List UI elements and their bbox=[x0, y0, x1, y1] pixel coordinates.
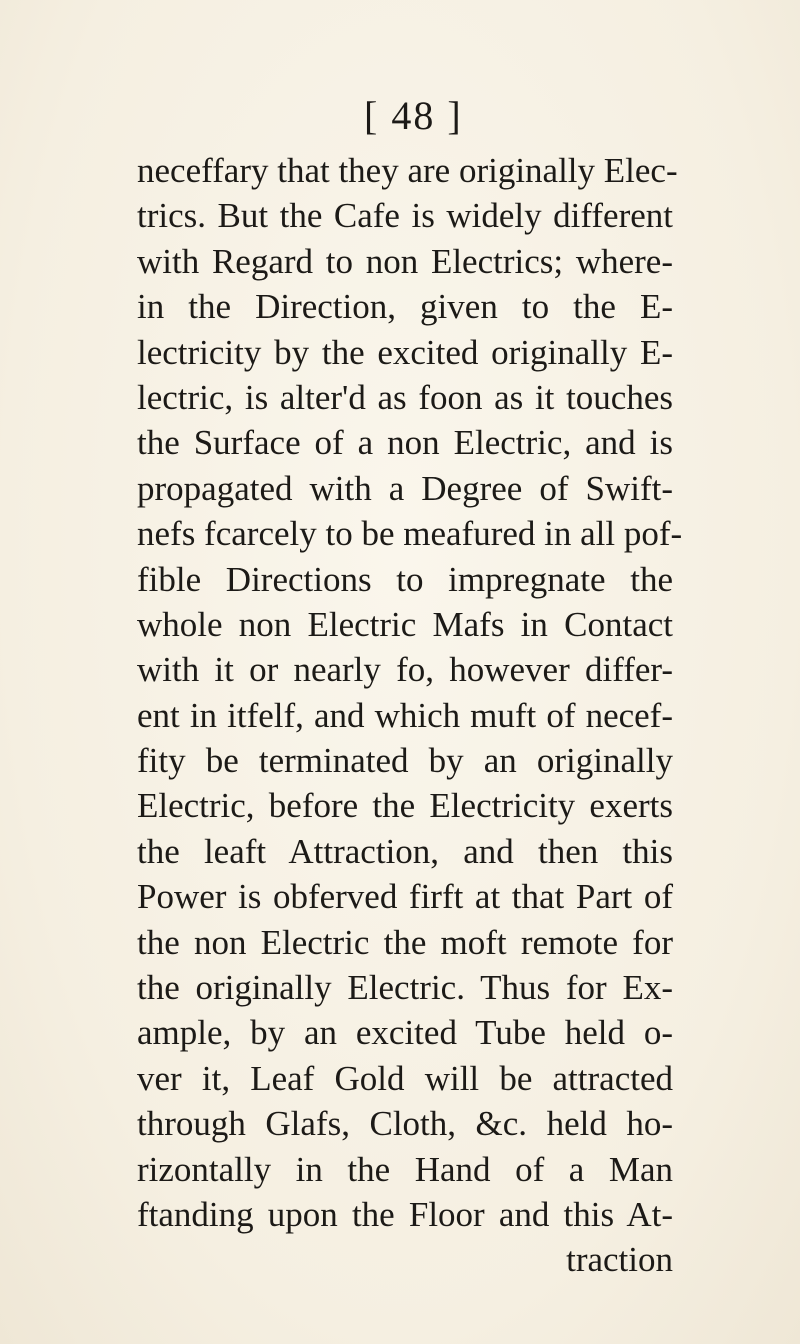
text-line: the originally Electric. Thus for Ex- bbox=[137, 968, 673, 1008]
text-line: ftanding upon the Floor and this At- bbox=[137, 1194, 673, 1234]
text-line: the Surface of a non Electric, and is bbox=[137, 423, 673, 463]
text-line: in the Direction, given to the E- bbox=[137, 287, 673, 327]
body-text bbox=[137, 148, 683, 1283]
text-line: Electric, before the Electricity exerts bbox=[137, 786, 673, 826]
text-line: lectricity by the excited originally E- bbox=[137, 332, 673, 372]
text-line: propagated with a Degree of Swift- bbox=[137, 468, 673, 508]
text-line: through Glafs, Cloth, &c. held ho- bbox=[137, 1104, 673, 1144]
text-line: traction bbox=[566, 1240, 673, 1280]
text-line: rizontally in the Hand of a Man bbox=[137, 1149, 673, 1189]
page-number: [ 48 ] bbox=[364, 93, 463, 138]
text-line: whole non Electric Mafs in Contact bbox=[137, 604, 673, 644]
text-line: with it or nearly fo, however differ- bbox=[137, 650, 673, 690]
text-line: Power is obferved firft at that Part of bbox=[137, 877, 673, 917]
text-line: nefs fcarcely to be meafured in all pof- bbox=[137, 514, 683, 554]
text-line: neceffary that they are originally Elec- bbox=[137, 151, 678, 190]
text-line: fity be terminated by an originally bbox=[137, 741, 673, 781]
text-line: the non Electric the moft remote for bbox=[137, 922, 673, 962]
text-line: ample, by an excited Tube held o- bbox=[137, 1013, 673, 1053]
text-line: ver it, Leaf Gold will be attracted bbox=[137, 1058, 673, 1098]
text-line: ent in itfelf, and which muft of necef- bbox=[137, 695, 673, 735]
text-line: fible Directions to impregnate the bbox=[137, 559, 673, 599]
text-line: with Regard to non Electrics; where- bbox=[137, 241, 673, 281]
text-line: the leaft Attraction, and then this bbox=[137, 831, 673, 871]
text-line: trics. But the Cafe is widely different bbox=[137, 196, 673, 236]
text-line: lectric, is alter'd as foon as it touches bbox=[137, 377, 673, 417]
